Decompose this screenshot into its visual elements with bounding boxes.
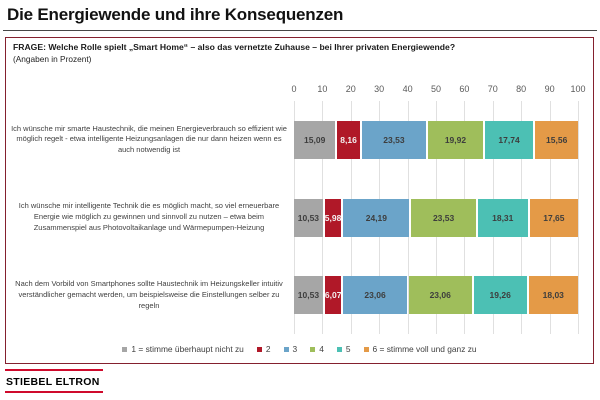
axis-tick-label: 20: [345, 84, 356, 94]
axis-tick-label: 0: [291, 84, 297, 94]
bar-segment: [478, 199, 528, 237]
legend: [6, 344, 593, 354]
legend-item: [364, 344, 477, 354]
bar-rows: [8, 101, 578, 334]
legend-swatch: [310, 347, 315, 352]
legend-label: 1 = stimme überhaupt nicht zu: [131, 344, 244, 354]
segment-value: 17,65: [543, 212, 565, 223]
segment-value: 10,53: [297, 290, 320, 301]
axis-tick-label: 40: [402, 84, 413, 94]
logo-text: STIEBEL ELTRON: [6, 376, 100, 388]
bar-segment: [362, 121, 426, 159]
legend-swatch: [122, 347, 127, 352]
legend-item: [284, 344, 298, 354]
bar-segment: [294, 199, 323, 237]
row-label: Ich wünsche mir intelligente Technik die es möglich macht, so viel erneuerbare Energie wie möglich zu gewinnen und sinnvoll zu nutzen – etwa beim Zusammenspiel aus Photovoltaikanlage und Wärmepumpen-Heizung: [18, 201, 280, 232]
legend-swatch: [364, 347, 369, 352]
stacked-bar: [294, 121, 578, 159]
stiebel-eltron-logo: [5, 369, 103, 393]
segment-value: 23,06: [364, 290, 386, 301]
bar-segment: [474, 276, 527, 314]
axis-tick-label: 70: [487, 84, 498, 94]
segment-value: 19,92: [444, 134, 467, 145]
bar-segment: [325, 199, 342, 237]
bar-segment: [325, 276, 342, 314]
legend-swatch: [337, 347, 342, 352]
bar-segment: [428, 121, 483, 159]
legend-label: 4: [319, 344, 324, 354]
legend-swatch: [284, 347, 289, 352]
segment-value: 6,07: [324, 290, 342, 301]
axis-tick-label: 80: [516, 84, 527, 94]
segment-value: 23,53: [383, 134, 405, 145]
segment-value: 8,16: [340, 134, 357, 145]
bar-segment: [530, 199, 578, 237]
stacked-bar: [294, 276, 578, 314]
segment-value: 15,56: [546, 134, 568, 145]
segment-value: 17,74: [498, 134, 520, 145]
bar-segment: [535, 121, 578, 159]
segment-value: 18,03: [542, 290, 564, 301]
title-divider: [3, 30, 597, 31]
bar-segment: [411, 199, 475, 237]
bar-segment: [294, 276, 323, 314]
bar-segment: [409, 276, 472, 314]
axis-tick-label: 60: [459, 84, 470, 94]
row-label: Ich wünsche mir smarte Haustechnik, die meinen Energieverbrauch so effizient wie möglich regelt - etwa intelligente Heizungsanlagen die nur dann heizen wenn es auch notwendig ist: [11, 123, 287, 155]
segment-value: 10,53: [297, 212, 320, 223]
axis-tick-label: 90: [544, 84, 555, 94]
bar-segment: [529, 276, 578, 314]
axis-tick-label: 50: [430, 84, 442, 94]
legend-item: [257, 344, 271, 354]
chart-row: [8, 179, 578, 257]
legend-item: [310, 344, 324, 354]
axis-tick-label: 30: [374, 84, 385, 94]
axis-tick-label: 100: [570, 84, 586, 94]
row-label: Nach dem Vorbild von Smartphones sollte Haustechnik im Heizungskeller intuitiv verständlicher gemacht werden, um beispielsweise die Einstellungen selber zu regeln: [15, 278, 283, 310]
bar-segment: [294, 121, 335, 159]
legend-label: 3: [292, 344, 298, 354]
content-frame: [5, 37, 594, 364]
x-axis: [291, 84, 586, 96]
segment-value: 18,31: [492, 212, 514, 223]
legend-item: [337, 344, 351, 354]
subtitle-text: (Angaben in Prozent): [13, 54, 92, 64]
question-text: FRAGE: Welche Rolle spielt „Smart Home“ – also das vernetzte Zuhause – bei Ihrer privaten Energiewende?: [13, 42, 456, 52]
bar-segment: [343, 199, 409, 237]
page-title: Die Energiewende und ihre Konsequenzen: [7, 5, 344, 24]
bar-segment: [337, 121, 359, 159]
bar-segment: [485, 121, 534, 159]
legend-label: 2: [265, 344, 271, 354]
chart-row: [8, 256, 578, 334]
segment-value: 19,26: [489, 290, 511, 301]
legend-label: 5: [345, 344, 351, 354]
segment-value: 23,06: [429, 290, 451, 301]
chart-row: [8, 101, 578, 179]
gridline: [578, 101, 579, 334]
bar-segment: [343, 276, 406, 314]
segment-value: 24,19: [365, 212, 388, 223]
segment-value: 15,09: [304, 134, 326, 145]
legend-swatch: [257, 347, 262, 352]
legend-label: 6 = stimme voll und ganz zu: [372, 344, 477, 354]
legend-item: [122, 344, 243, 354]
axis-tick-label: 10: [317, 84, 328, 94]
segment-value: 23,53: [432, 212, 455, 223]
segment-value: 5,98: [324, 212, 342, 223]
stacked-bar: [294, 199, 578, 237]
